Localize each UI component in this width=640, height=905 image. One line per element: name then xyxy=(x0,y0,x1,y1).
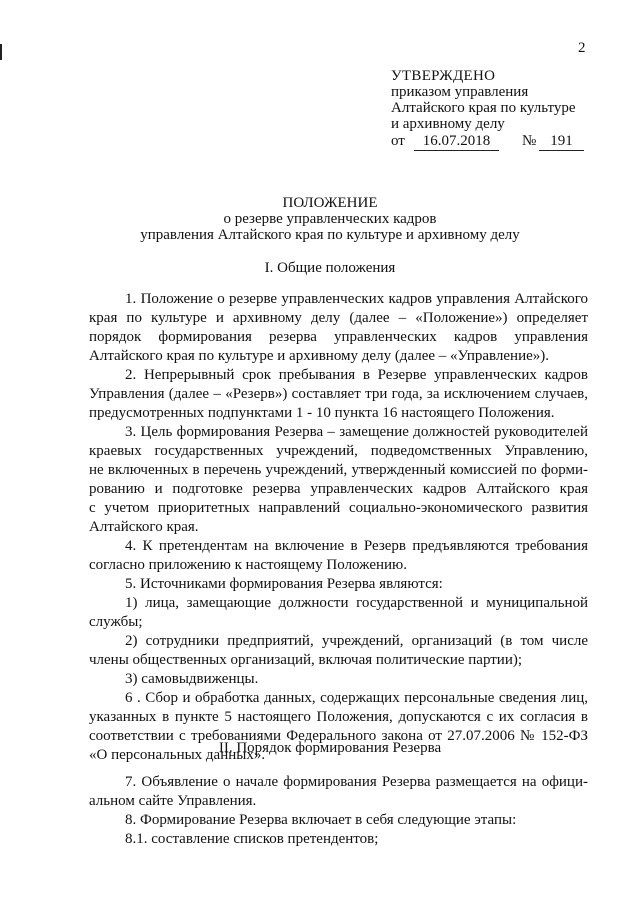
paragraph-line: 2. Непрерывный срок пребывания в Резерве управленческих кадров xyxy=(125,367,588,383)
paragraph xyxy=(89,670,588,689)
paragraph-line: согласно приложению к настоящему Положению. xyxy=(89,557,408,573)
page-number: 2 xyxy=(578,40,586,56)
section-body xyxy=(89,290,588,765)
paragraph-line: Управления (далее – «Резерв») составляет три года, за исключением случаев, xyxy=(89,386,588,402)
paragraph xyxy=(89,594,588,632)
paragraph-line: краевых государственных учреждений, подведомственных Управлению, xyxy=(89,443,588,459)
section-heading: II. Порядок формирования Резерва xyxy=(218,740,442,756)
approval-line: Алтайского края по культуре xyxy=(391,100,576,116)
approval-line: приказом управления xyxy=(391,84,529,100)
paragraph-line: «О персональных данных». xyxy=(89,747,266,763)
paragraph-line: службы; xyxy=(89,614,143,630)
paragraph-line: 5. Источниками формирования Резерва являются: xyxy=(125,576,443,592)
paragraph-line: 6 . Сбор и обработка данных, содержащих персональные сведения лиц, xyxy=(125,690,588,706)
paragraph xyxy=(89,290,588,366)
paragraph-line: Алтайского края. xyxy=(89,519,199,535)
paragraph-line: 7. Объявление о начале формирования Резерва размещается на офици- xyxy=(125,774,588,790)
approval-date-prefix: от xyxy=(391,133,405,149)
document-title xyxy=(60,195,600,243)
paragraph xyxy=(89,366,588,423)
approval-number: 191 xyxy=(539,133,584,151)
paragraph-line: 3) самовыдвиженцы. xyxy=(125,671,259,687)
paragraph-line: 2) сотрудники предприятий, учреждений, организаций (в том числе xyxy=(125,633,588,649)
paragraph-line: 4. К претендентам на включение в Резерв предъявляются требования xyxy=(125,538,588,554)
paragraph xyxy=(89,811,588,830)
paragraph-line: предусмотренных подпунктами 1 - 10 пункта 16 настоящего Положения. xyxy=(89,405,555,421)
section-body xyxy=(89,773,588,849)
paragraph-line: 8.1. составление списков претендентов; xyxy=(125,831,379,847)
paragraph-line: 3. Цель формирования Резерва – замещение должностей руководителей xyxy=(125,424,588,440)
scan-edge-mark xyxy=(0,44,2,60)
approval-title: УТВЕРЖДЕНО xyxy=(391,68,496,84)
approval-number-sign: № xyxy=(522,133,537,149)
paragraph-line: порядок формирования резерва управленческих кадров управления xyxy=(89,329,588,345)
title-subtitle: о резерве управленческих кадров xyxy=(223,211,437,227)
paragraph-line: альном сайте Управления. xyxy=(89,793,257,809)
paragraph-line: указанных в пункте 5 настоящего Положения, допускаются с их согласия в xyxy=(89,709,588,725)
paragraph-line: не включенных в перечень учреждений, утвержденный комиссией по форми- xyxy=(89,462,588,478)
paragraph xyxy=(89,632,588,670)
paragraph-line: соответствии с требованиями Федерального закона от 27.07.2006 № 152-ФЗ xyxy=(89,728,588,744)
paragraph-line: края по культуре и архивному делу (далее – «Положение») определяет xyxy=(89,310,588,326)
paragraph xyxy=(89,575,588,594)
paragraph xyxy=(89,830,588,849)
paragraph-line: 1. Положение о резерве управленческих кадров управления Алтайского xyxy=(125,291,588,307)
paragraph xyxy=(89,537,588,575)
approval-stamp xyxy=(391,68,576,132)
paragraph-line: члены общественных организаций, включая политические партии); xyxy=(89,652,523,668)
paragraph-line: с учетом приоритетных направлений социально-экономического развития xyxy=(89,500,588,516)
paragraph xyxy=(89,773,588,811)
paragraph xyxy=(89,423,588,537)
approval-line: и архивному делу xyxy=(391,116,505,132)
paragraph-line: 1) лица, замещающие должности государственной и муниципальной xyxy=(125,595,588,611)
section-heading: I. Общие положения xyxy=(264,260,396,276)
paragraph-line: 8. Формирование Резерва включает в себя следующие этапы: xyxy=(125,812,517,828)
paragraph-line: Алтайского края по культуре и архивному делу (далее – «Управление»). xyxy=(89,348,550,364)
title-subtitle: управления Алтайского края по культуре и архивному делу xyxy=(140,227,520,243)
paragraph-line: рованию и подготовке резерва управленческих кадров Алтайского края xyxy=(89,481,588,497)
title-heading: ПОЛОЖЕНИЕ xyxy=(282,195,378,211)
approval-date: 16.07.2018 xyxy=(414,133,499,151)
